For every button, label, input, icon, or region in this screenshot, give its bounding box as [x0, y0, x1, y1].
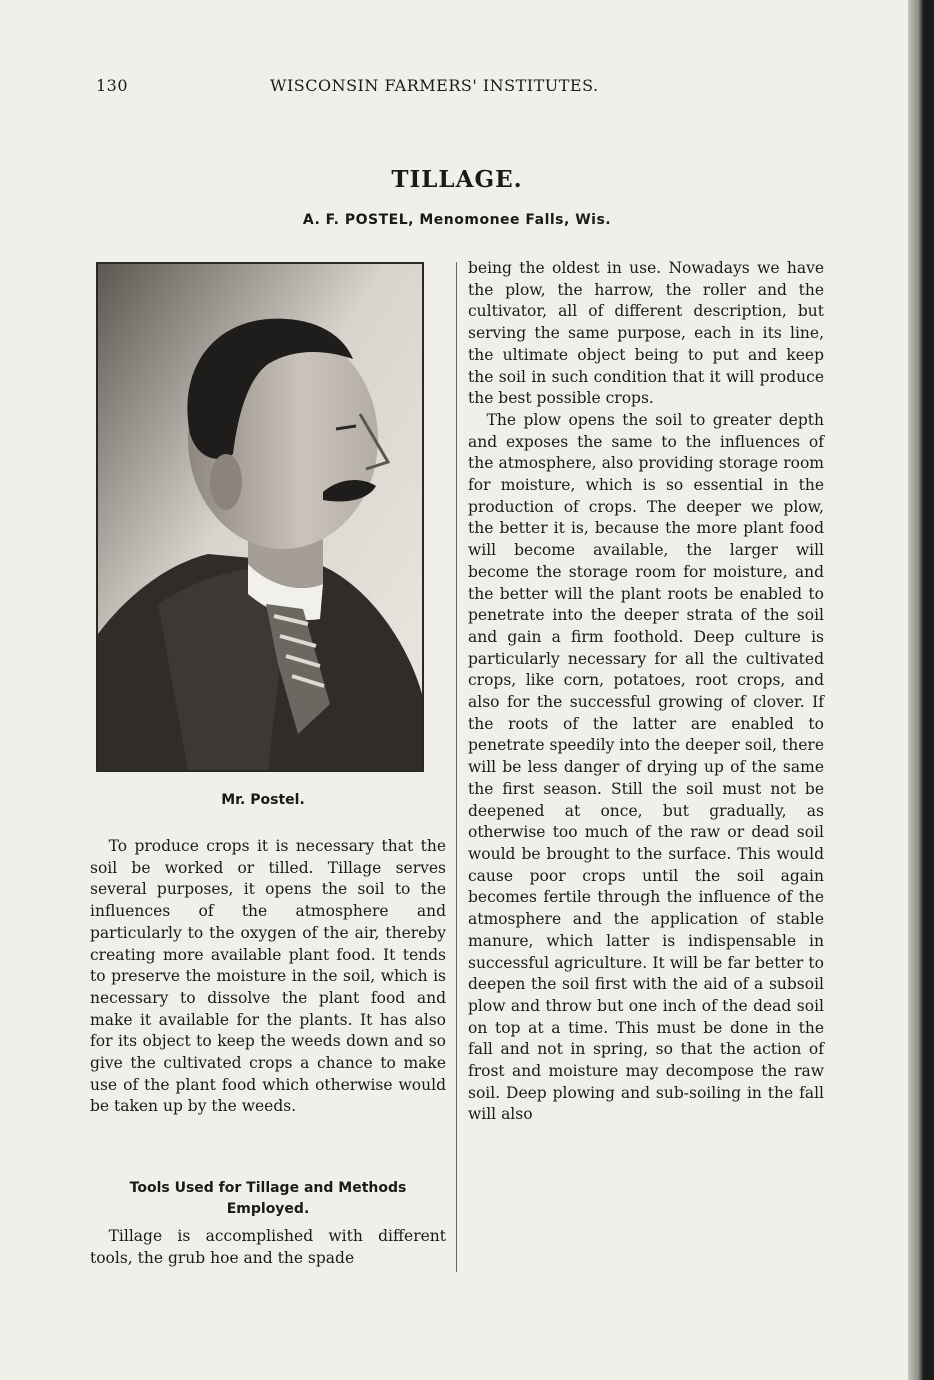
tools-column-start [90, 1226, 446, 1269]
tools-paragraph-start: Tillage is accomplished with different tools, the grub hoe and the spade [90, 1227, 446, 1267]
section-subheading: Tools Used for Tillage and Methods Employed. [129, 1180, 407, 1217]
intro-paragraph: To produce crops it is necessary that the soil be worked or tilled. Tillage serves several purposes, it opens the soil to the influences of the atmosphere and particularly to the oxygen of the air, thereby creating more available plant food. It tends to preserve the moisture in the soil, which is necessary to dissolve the plant food and make it available for the plants. It has also for its object to keep the weeds down and so give the cultivated crops a chance to make use of the plant food which otherwise would be taken up by the weeds. [90, 837, 446, 1116]
page-edge-shadow [908, 0, 934, 1380]
running-head-title: WISCONSIN FARMERS' INSTITUTES. [270, 76, 599, 95]
right-column [468, 258, 824, 1126]
portrait-photo [96, 262, 424, 772]
article-byline: A. F. POSTEL, Menomonee Falls, Wis. [302, 212, 612, 228]
plow-paragraph: The plow opens the soil to greater depth and exposes the same to the influences of the atmosphere, also providing storage room for moisture, which is so essential in the production of crops. The deeper we plow, the better it is, because the more plant food will become available, the larger will become the storage room for moisture, and the better will the plant roots be enabled to penetrate into the deeper strata of the soil and gain a firm foothold. Deep culture is particularly necessary for all the cultivated crops, like corn, potatoes, root crops, and also for the successful growing of clover. If the roots of the latter are enabled to penetrate speedily into the deeper soil, there will be less danger of drying up of the same the first season. Still the soil must not be deepened at once, but gradually, as otherwise too much of the raw or dead soil would be brought to the surface. This would cause poor crops until the soil again becomes fertile through the influence of the atmosphere and the application of stable manure, which latter is indispensable in successful agriculture. It will be far better to deepen the soil first with the aid of a subsoil plow and throw but one inch of the dead soil on top at a time. This must be done in the fall and not in spring, so that the action of frost and moisture may decompose the raw soil. Deep plowing and sub-soiling in the fall will also [468, 410, 824, 1124]
intro-column [90, 836, 446, 1118]
tools-paragraph-continued: being the oldest in use. Nowadays we have the plow, the harrow, the roller and the cultivator, all of different description, but serving the same purpose, each in its line, the ultimate object being to put and keep the soil in such condition that it will produce the best possible crops. [468, 259, 824, 408]
portrait-caption: Mr. Postel. [221, 792, 305, 808]
column-divider [456, 262, 457, 1272]
article-title: TILLAGE. [391, 166, 523, 193]
page-number: 130 [96, 76, 129, 95]
running-head [96, 76, 836, 100]
